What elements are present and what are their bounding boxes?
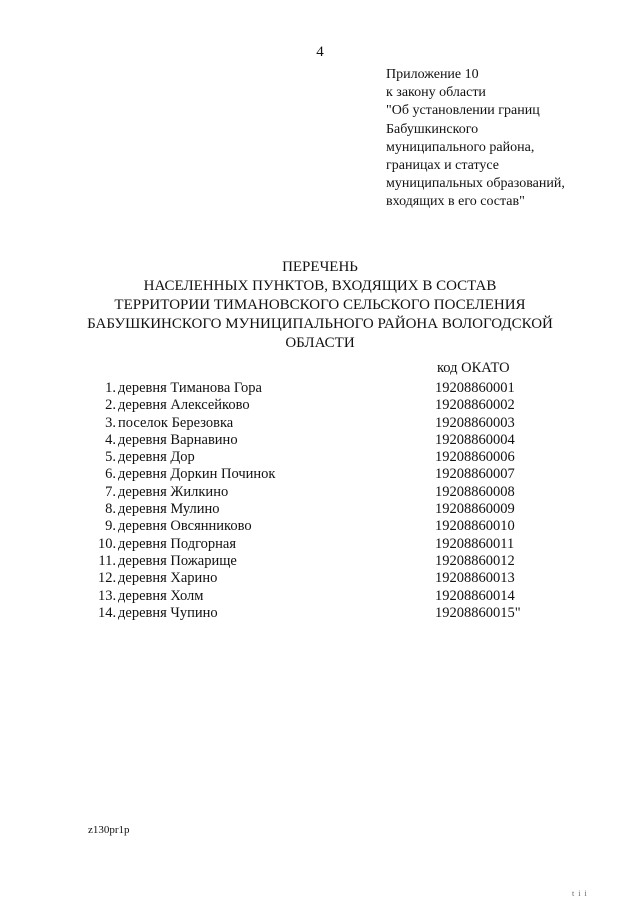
settlement-number: 11. xyxy=(98,552,116,569)
settlement-okato-code: 19208860013 xyxy=(435,570,515,587)
settlement-name: деревня Холм xyxy=(118,587,204,604)
settlement-name: деревня Жилкино xyxy=(118,483,229,500)
title-line: БАБУШКИНСКОГО МУНИЦИПАЛЬНОГО РАЙОНА ВОЛОГОДСКОЙ xyxy=(87,316,553,332)
settlement-name: деревня Пожарище xyxy=(118,552,237,569)
settlement-row xyxy=(98,501,568,518)
settlement-okato-code: 19208860009 xyxy=(435,501,515,518)
settlement-name: деревня Харино xyxy=(118,570,218,587)
settlement-okato-code: 19208860004 xyxy=(435,431,515,448)
settlement-list xyxy=(98,380,568,622)
settlement-row xyxy=(98,553,568,570)
settlement-name: деревня Дор xyxy=(118,449,195,466)
settlement-okato-code: 19208860014 xyxy=(435,587,515,604)
settlement-name: деревня Доркин Починок xyxy=(118,466,276,483)
settlement-row xyxy=(98,484,568,501)
settlement-name: деревня Подгорная xyxy=(118,535,237,552)
title-line: НАСЕЛЕННЫХ ПУНКТОВ, ВХОДЯЩИХ В СОСТАВ xyxy=(143,278,497,294)
settlement-okato-code: 19208860011 xyxy=(435,535,515,552)
appendix-line: "Об установлении границ xyxy=(386,103,540,119)
settlement-okato-code: 19208860007 xyxy=(435,466,515,483)
settlement-number: 1. xyxy=(105,380,116,396)
settlement-name: деревня Овсянниково xyxy=(118,518,252,535)
settlement-number: 2. xyxy=(105,397,116,414)
settlement-number: 3. xyxy=(105,414,116,431)
appendix-line: муниципального района, xyxy=(386,139,535,155)
settlement-name: деревня Алексейково xyxy=(118,397,250,414)
settlement-row xyxy=(98,449,568,466)
okato-code-header: код ОКАТО xyxy=(437,360,510,376)
settlement-row xyxy=(98,536,568,553)
settlement-okato-code: 19208860001 xyxy=(435,380,515,396)
appendix-line: к закону области xyxy=(386,85,486,101)
settlement-number: 10. xyxy=(98,535,117,552)
settlement-row xyxy=(98,605,568,622)
title-line: ТЕРРИТОРИИ ТИМАНОВСКОГО СЕЛЬСКОГО ПОСЕЛЕНИЯ xyxy=(114,297,526,313)
settlement-number: 5. xyxy=(105,449,116,466)
settlement-number: 9. xyxy=(105,518,116,535)
settlement-okato-code: 19208860010 xyxy=(435,518,515,535)
appendix-block xyxy=(386,66,626,212)
settlement-okato-code: 19208860008 xyxy=(435,483,515,500)
document-footer-code: z130pr1p xyxy=(88,824,130,836)
settlement-row xyxy=(98,466,568,483)
page-number: 4 xyxy=(316,44,324,60)
settlement-okato-code: 19208860003 xyxy=(435,414,515,431)
appendix-line: границах и статусе xyxy=(386,158,500,174)
settlement-okato-code: 19208860015" xyxy=(435,604,521,621)
settlement-row xyxy=(98,570,568,587)
settlement-name: деревня Чупино xyxy=(118,604,218,621)
settlement-name: поселок Березовка xyxy=(118,414,234,431)
settlement-row xyxy=(98,432,568,449)
settlement-okato-code: 19208860012 xyxy=(435,552,515,569)
appendix-line: Бабушкинского xyxy=(386,121,479,137)
settlement-number: 4. xyxy=(105,431,116,448)
settlement-number: 8. xyxy=(105,501,116,518)
settlement-number: 7. xyxy=(105,483,116,500)
corner-mark: t i i xyxy=(572,889,588,898)
settlement-name: деревня Тиманова Гора xyxy=(118,380,262,396)
appendix-line: Приложение 10 xyxy=(386,67,479,82)
settlement-name: деревня Мулино xyxy=(118,501,220,518)
appendix-line: муниципальных образований, xyxy=(386,176,565,192)
settlement-row xyxy=(98,518,568,535)
settlement-name: деревня Варнавино xyxy=(118,431,238,448)
settlement-row xyxy=(98,380,568,397)
title-line: ОБЛАСТИ xyxy=(285,335,355,351)
settlement-row xyxy=(98,415,568,432)
settlement-row xyxy=(98,397,568,414)
settlement-number: 13. xyxy=(98,587,117,604)
settlement-okato-code: 19208860002 xyxy=(435,397,515,414)
title-line: ПЕРЕЧЕНЬ xyxy=(282,259,358,275)
document-title xyxy=(0,258,640,353)
settlement-number: 12. xyxy=(98,570,117,587)
settlement-number: 14. xyxy=(98,604,117,621)
appendix-line: входящих в его состав" xyxy=(386,194,525,210)
settlement-row xyxy=(98,588,568,605)
settlement-number: 6. xyxy=(105,466,116,483)
settlement-okato-code: 19208860006 xyxy=(435,449,515,466)
